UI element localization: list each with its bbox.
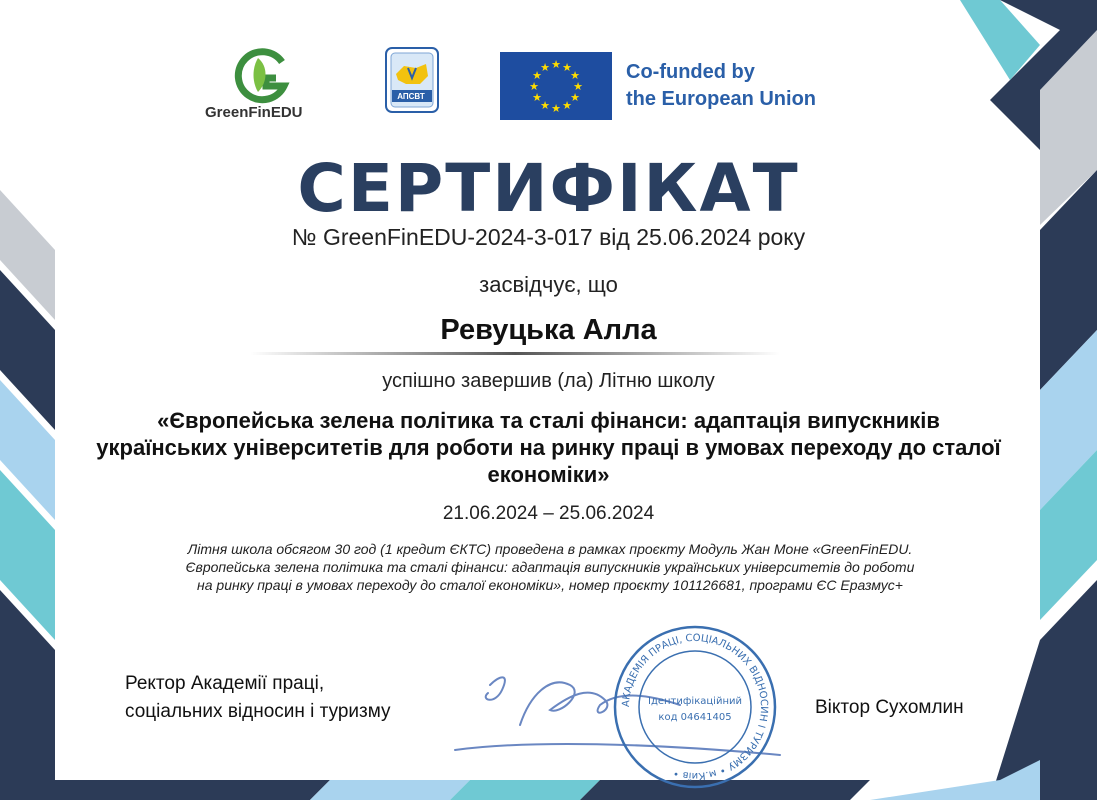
name-underline <box>250 352 780 355</box>
eu-cofunded-text <box>626 59 816 113</box>
apsvt-logo-text: АПСВТ <box>397 92 425 101</box>
greenfinedu-logo-mark <box>228 48 298 104</box>
svg-text:★: ★ <box>551 102 561 115</box>
apsvt-logo <box>382 44 442 116</box>
svg-text:★: ★ <box>540 61 550 74</box>
recipient-name: Ревуцька Алла <box>440 314 657 346</box>
svg-text:★: ★ <box>573 80 583 93</box>
stamp-line1: Ідентифікаційний <box>648 696 742 707</box>
course-dates: 21.06.2024 – 25.06.2024 <box>442 503 655 524</box>
rector-line2: соціальних відносин і туризму <box>125 701 391 722</box>
greenfinedu-logo-text: GreenFinEDU <box>205 104 303 121</box>
stamp-line2: код 04641405 <box>658 712 732 723</box>
certifies-text: засвідчує, що <box>479 272 618 297</box>
course-note: Літня школа обсягом 30 год (1 кредит ЄКТС) проведена в рамках проєкту Модуль Жан Моне «GreenFinEDU. Європейська зелена політика та сталі фінанси: адаптація випускників українських університетів до роботи на ринку праці в умовах переходу до сталої економіки», номер проєкту 101126681, програми ЄС Еразмус+ <box>185 541 915 593</box>
rector-title <box>125 670 391 726</box>
rector-line1: Ректор Академії праці, <box>125 673 325 694</box>
eu-flag-icon <box>500 52 612 120</box>
svg-text:★: ★ <box>570 91 580 104</box>
completed-text: успішно завершив (ла) Літню школу <box>382 370 715 392</box>
eu-text-line2: the European Union <box>626 88 816 110</box>
stripe-navy-bottom <box>55 780 330 800</box>
signer-name: Віктор Сухомлин <box>815 697 964 718</box>
svg-text:★: ★ <box>551 58 561 71</box>
svg-text:★: ★ <box>532 69 542 82</box>
official-stamp <box>610 622 780 792</box>
svg-text:★: ★ <box>562 61 572 74</box>
stripe-lightblue-bottom <box>310 780 470 800</box>
stamp-ring-text: АКАДЕМІЯ ПРАЦІ, СОЦІАЛЬНИХ ВІДНОСИН І ТУРИЗМУ • м.Київ • <box>620 632 770 782</box>
eu-text-line1: Co-funded by <box>626 61 755 83</box>
svg-text:★: ★ <box>570 69 580 82</box>
svg-text:★: ★ <box>540 99 550 112</box>
svg-text:★: ★ <box>529 80 539 93</box>
svg-text:★: ★ <box>562 99 572 112</box>
svg-text:★: ★ <box>532 91 542 104</box>
stripe-teal-bottom <box>450 780 600 800</box>
certificate-number: № GreenFinEDU-2024-3-017 від 25.06.2024 року <box>291 224 806 250</box>
certificate-title: СЕРТИФІКАТ <box>297 150 800 227</box>
course-title: «Європейська зелена політика та сталі фінанси: адаптація випускників українських університетів для роботи на ринку праці в умовах переходу до сталої економіки» <box>96 408 1001 487</box>
